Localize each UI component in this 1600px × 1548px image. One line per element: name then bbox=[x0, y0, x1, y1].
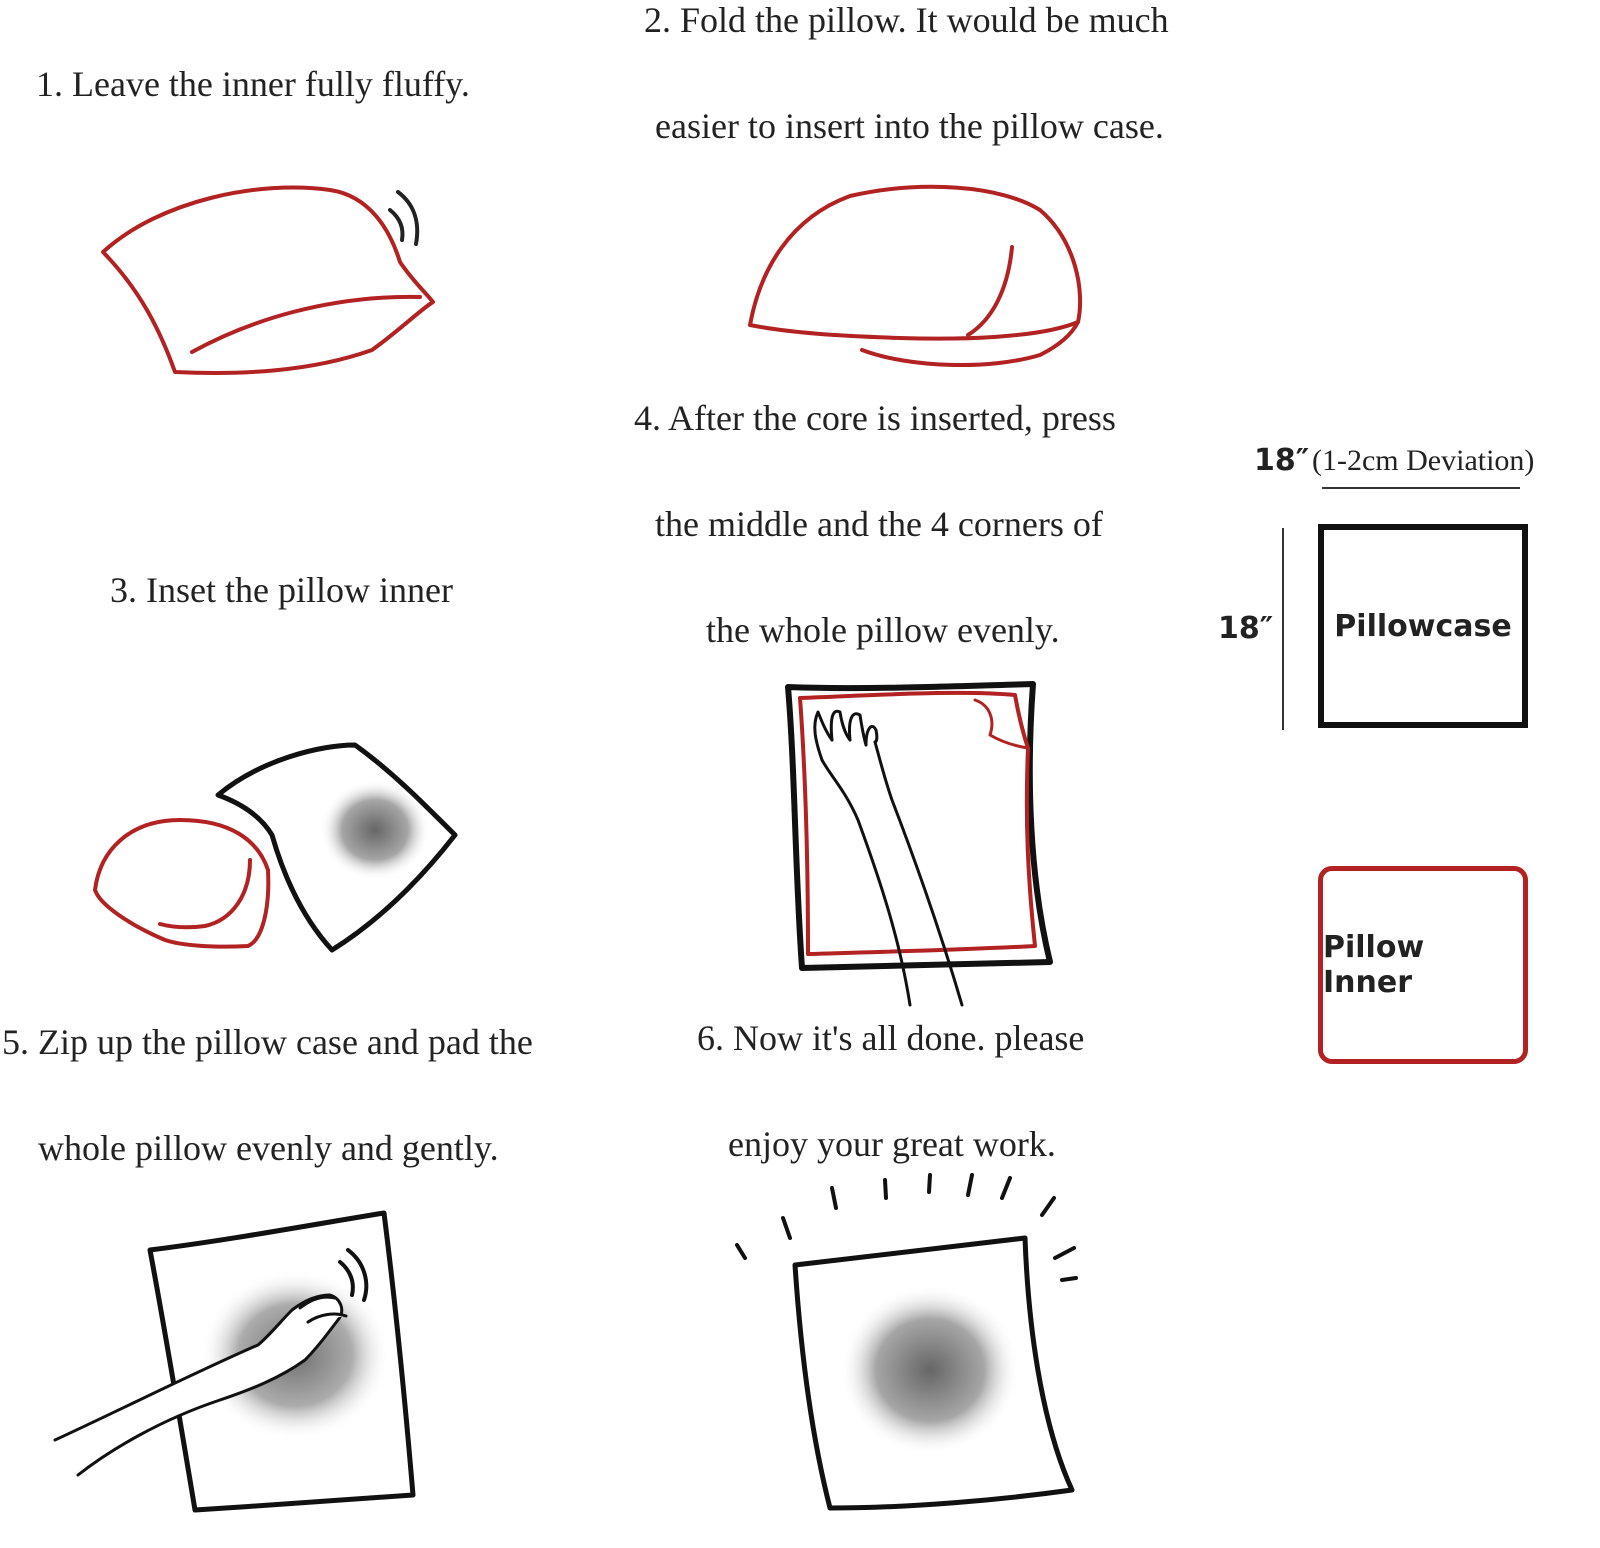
finished-pillow-icon bbox=[795, 1238, 1072, 1508]
pillow-inner-label: Pillow Inner bbox=[1323, 930, 1425, 1000]
step-4-caption-line-2: the middle and the 4 corners of bbox=[655, 504, 1103, 544]
pillowcase-label: Pillowcase bbox=[1334, 608, 1512, 644]
step-4-caption-line-3: the whole pillow evenly. bbox=[706, 610, 1060, 650]
insert-pillow-icon bbox=[95, 745, 455, 950]
hand-icon bbox=[815, 711, 962, 1005]
step-5-caption-line-2: whole pillow evenly and gently. bbox=[38, 1128, 499, 1168]
width-label: 18″ bbox=[1254, 443, 1310, 478]
press-pillow-icon bbox=[788, 684, 1050, 968]
step-6-caption-line-1: 6. Now it's all done. please bbox=[697, 1018, 1085, 1058]
fluffy-pillow-icon bbox=[103, 188, 433, 373]
step-1-caption: 1. Leave the inner fully fluffy. bbox=[36, 64, 470, 104]
step-6-caption-line-2: enjoy your great work. bbox=[728, 1124, 1056, 1164]
step-2-caption-line-1: 2. Fold the pillow. It would be much bbox=[644, 0, 1169, 40]
step-2-caption-line-2: easier to insert into the pillow case. bbox=[655, 106, 1164, 146]
fluff-motion-icon bbox=[390, 192, 417, 244]
deviation-note: (1-2cm Deviation) bbox=[1312, 444, 1535, 477]
step-5-caption-line-1: 5. Zip up the pillow case and pad the bbox=[2, 1022, 533, 1062]
step-4-caption-line-1: 4. After the core is inserted, press bbox=[634, 398, 1116, 438]
height-label: 18″ bbox=[1218, 611, 1274, 646]
step-3-caption: 3. Inset the pillow inner bbox=[110, 570, 453, 610]
folded-pillow-icon bbox=[750, 187, 1080, 365]
